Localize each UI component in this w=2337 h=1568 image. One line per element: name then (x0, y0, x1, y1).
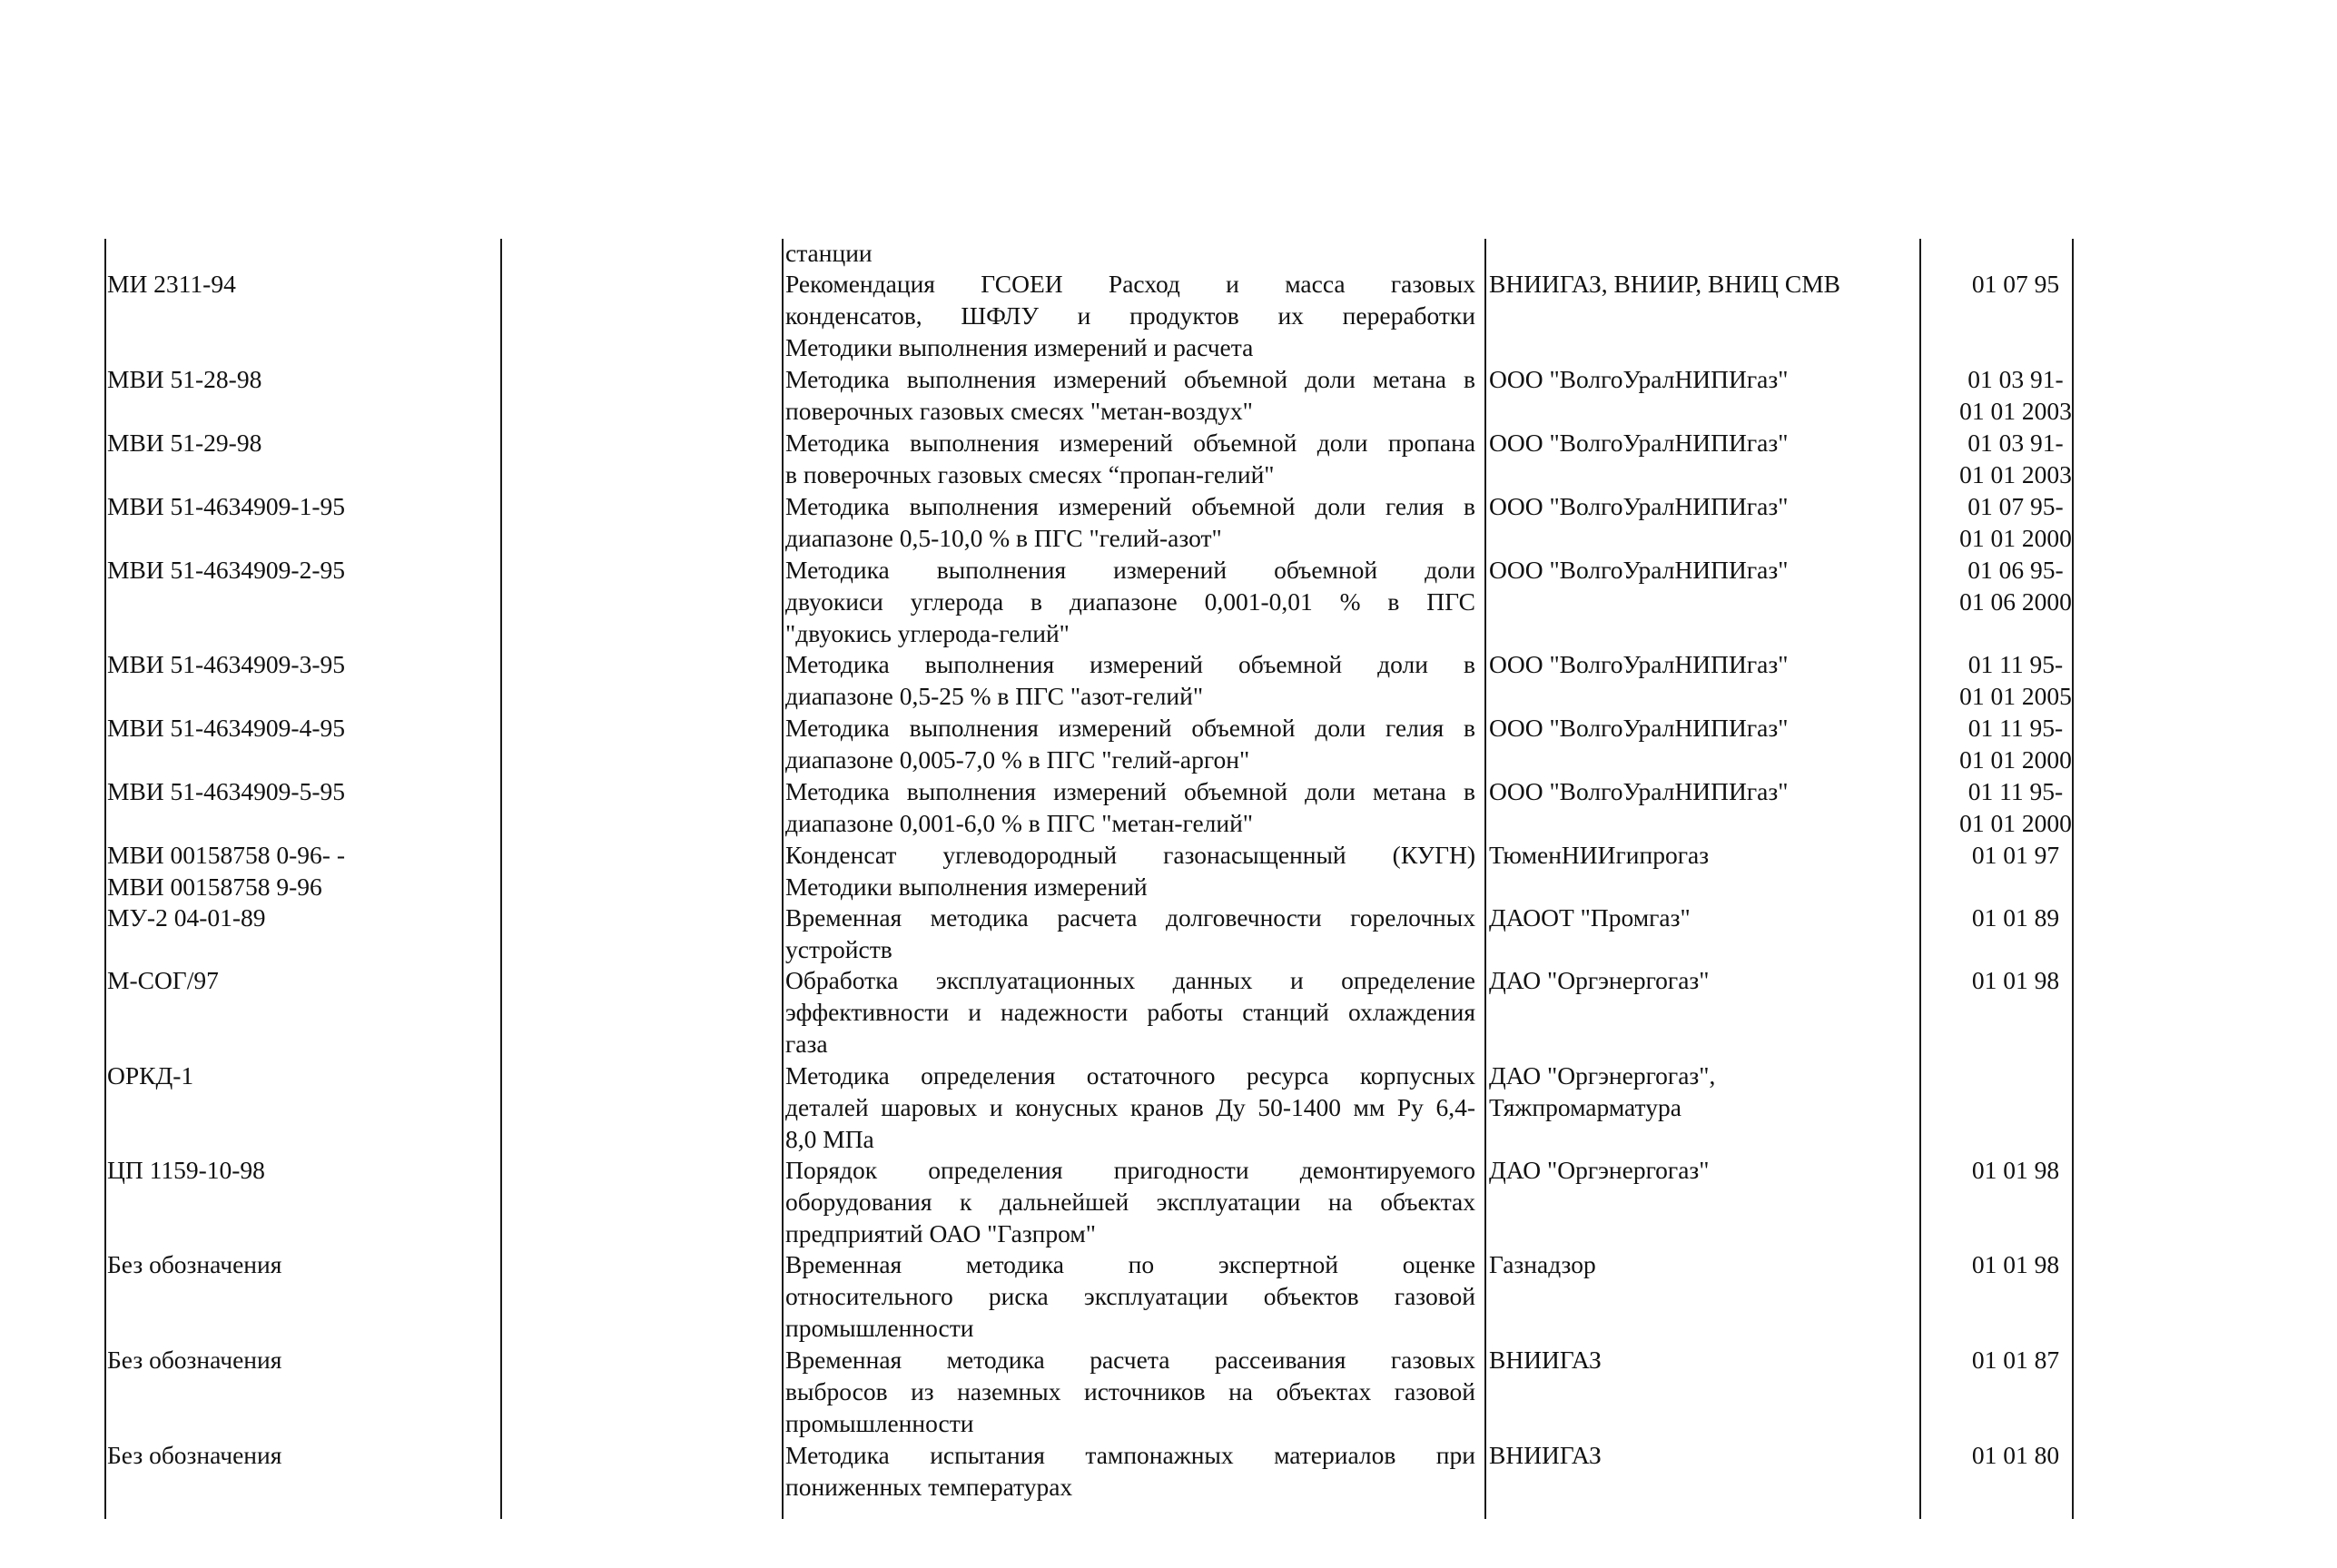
document-title-line: Методика выполнения измерений объемной доли в (785, 650, 1475, 678)
document-title-line: диапазоне 0,001-6,0 % в ПГС "метан-гелий" (785, 808, 1254, 837)
document-title-line: 8,0 МПа (785, 1124, 874, 1153)
document-title-line: Временная методика по экспертной оценке (785, 1250, 1475, 1278)
document-code-line: МИ 2311-94 (107, 270, 236, 298)
effective-date-line: 01 01 80 (1971, 1441, 2060, 1469)
document-code-line: МВИ 51-4634909-1-95 (107, 492, 346, 520)
document-code-line: МВИ 51-4634909-5-95 (107, 777, 346, 805)
document-title-line: "двуокись углерода-гелий" (785, 618, 1070, 647)
developer-organization-line: ДАО "Оргэнергогаз" (1489, 966, 1710, 994)
effective-date-line: 01 01 2003 (1959, 459, 2072, 488)
effective-date-line: 01 07 95- (1967, 492, 2064, 520)
column-divider-3 (1484, 239, 1486, 1519)
table-border-left (104, 239, 106, 1519)
document-title (785, 1249, 1475, 1344)
developer-organization-line: ТюменНИИгипрогаз (1489, 841, 1710, 869)
effective-date-line: 01 01 87 (1971, 1346, 2060, 1374)
developer-organization (1489, 1060, 1715, 1124)
document-code (107, 902, 266, 934)
document-title (785, 713, 1475, 776)
developer-organization (1489, 555, 1788, 587)
document-code-line: МВИ 00158758 0-96- - (107, 841, 346, 869)
developer-organization-line: ООО "ВолгоУралНИПИгаз" (1489, 556, 1789, 584)
document-title (785, 1155, 1475, 1249)
document-code (107, 1440, 281, 1472)
document-code (107, 713, 345, 745)
document-code-line: МВИ 51-4634909-3-95 (107, 650, 346, 678)
document-title-line: Конденсат углеводородный газонасыщенный (КУГН) (785, 841, 1475, 869)
effective-date-line: 01 01 98 (1971, 966, 2060, 994)
document-code-line: МВИ 51-4634909-2-95 (107, 556, 346, 584)
developer-organization-line: Тяжпромарматура (1489, 1092, 1681, 1121)
effective-date (1916, 840, 2115, 872)
document-code (107, 1249, 281, 1281)
document-code (107, 649, 345, 681)
document-code-line: МВИ 51-4634909-4-95 (107, 714, 346, 742)
developer-organization-line: ООО "ВолгоУралНИПИгаз" (1489, 365, 1789, 393)
document-title-line: Методики выполнения измерений и расчета (785, 332, 1254, 361)
column-divider-2 (782, 239, 784, 1519)
document-code (107, 269, 236, 301)
document-code (107, 364, 261, 396)
effective-date (1916, 776, 2115, 840)
document-title (785, 776, 1475, 840)
document-title (785, 1345, 1475, 1439)
developer-organization (1489, 649, 1788, 681)
developer-organization-line: ООО "ВолгоУралНИПИгаз" (1489, 492, 1789, 520)
document-title (785, 1440, 1475, 1504)
developer-organization (1489, 364, 1788, 396)
document-title (785, 555, 1475, 649)
document-title-line: Методика испытания тампонажных материалов при (785, 1441, 1475, 1469)
developer-organization (1489, 840, 1709, 872)
document-title-line: промышленности (785, 1313, 974, 1342)
effective-date (1916, 902, 2115, 934)
document-title-line: Методика выполнения измерений объемной доли метана в (785, 777, 1475, 805)
document-title-line: поверочных газовых смесях "метан-воздух" (785, 396, 1253, 425)
document-title-line: диапазоне 0,5-10,0 % в ПГС "гелий-азот" (785, 523, 1222, 552)
effective-date-line: 01 06 95- (1967, 556, 2064, 584)
document-title (785, 902, 1475, 966)
effective-date (1916, 1249, 2115, 1281)
document-title (785, 840, 1475, 903)
effective-date (1916, 428, 2115, 491)
document-code-line: МВИ 51-28-98 (107, 365, 262, 393)
document-code-line: Без обозначения (107, 1441, 282, 1469)
document-code-line: ЦП 1159-10-98 (107, 1156, 265, 1184)
document-title-line: Временная методика расчета рассеивания газовых (785, 1346, 1475, 1374)
document-title-line: Методика выполнения измерений объемной доли гелия в (785, 714, 1475, 742)
developer-organization (1489, 269, 1840, 301)
document-title-line: Методика выполнения измерений объемной доли пропана (785, 429, 1475, 457)
document-title-line: станции (785, 239, 873, 267)
document-title-line: Обработка эксплуатационных данных и определение (785, 966, 1475, 994)
document-title-line: Методики выполнения измерений (785, 872, 1148, 901)
developer-organization-line: ВНИИГАЗ, ВНИИР, ВНИЦ СМВ (1489, 270, 1840, 298)
developer-organization-line: ООО "ВолгоУралНИПИгаз" (1489, 650, 1789, 678)
document-title-line: предприятий ОАО "Газпром" (785, 1218, 1097, 1247)
document-code (107, 965, 219, 997)
document-title-line: деталей шаровых и конусных кранов Ду 50-1400 мм Ру 6,4- (785, 1092, 1475, 1121)
effective-date-line: 01 11 95- (1967, 650, 2064, 678)
effective-date (1916, 1345, 2115, 1376)
effective-date-line: 01 11 95- (1967, 777, 2064, 805)
effective-date (1916, 1155, 2115, 1187)
document-code (107, 776, 345, 808)
effective-date-line: 01 01 98 (1971, 1250, 2060, 1278)
developer-organization-line: ДАООТ "Промгаз" (1489, 903, 1691, 932)
document-title-line: оборудования к дальнейшей эксплуатации на объектах (785, 1187, 1475, 1216)
effective-date-line: 01 01 2003 (1959, 396, 2072, 425)
developer-organization (1489, 1345, 1602, 1376)
document-code-line: М-СОГ/97 (107, 966, 219, 994)
document-code (107, 1060, 193, 1092)
document-title-line: эффективности и надежности работы станций охлаждения (785, 997, 1475, 1026)
document-title-line: выбросов из наземных источников на объектах газовой (785, 1376, 1475, 1405)
developer-organization (1489, 491, 1788, 523)
document-code-line: МУ-2 04-01-89 (107, 903, 266, 932)
effective-date-line: 01 03 91- (1967, 429, 2064, 457)
effective-date (1916, 1440, 2115, 1472)
document-title-line: Методика выполнения измерений объемной доли метана в (785, 365, 1475, 393)
document-code (107, 555, 345, 587)
effective-date-line: 01 01 2000 (1959, 745, 2072, 774)
document-title-line: двуокиси углерода в диапазоне 0,001-0,01 % в ПГС (785, 587, 1475, 616)
developer-organization-line: ООО "ВолгоУралНИПИгаз" (1489, 429, 1789, 457)
developer-organization (1489, 1155, 1710, 1187)
effective-date-line: 01 01 97 (1971, 841, 2060, 869)
effective-date-line: 01 01 2000 (1959, 808, 2072, 837)
developer-organization-line: ВНИИГАЗ (1489, 1441, 1602, 1469)
document-code-line: Без обозначения (107, 1346, 282, 1374)
document-code-line: МВИ 00158758 9-96 (107, 872, 322, 901)
document-title-line: Рекомендация ГСОЕИ Расход и масса газовых (785, 270, 1475, 298)
document-title (785, 238, 1475, 270)
document-code (107, 1345, 281, 1376)
column-divider-1 (500, 239, 502, 1519)
developer-organization (1489, 713, 1788, 745)
effective-date-line: 01 03 91- (1967, 365, 2064, 393)
developer-organization (1489, 428, 1788, 459)
effective-date-line: 01 07 95 (1971, 270, 2060, 298)
effective-date (1916, 269, 2115, 301)
document-title-line: газа (785, 1029, 828, 1058)
document-code (107, 428, 261, 459)
developer-organization-line: ООО "ВолгоУралНИПИгаз" (1489, 777, 1789, 805)
effective-date (1916, 364, 2115, 428)
document-title-line: диапазоне 0,005-7,0 % в ПГС "гелий-аргон" (785, 745, 1250, 774)
effective-date (1916, 555, 2115, 618)
document-code (107, 1155, 265, 1187)
developer-organization (1489, 1440, 1602, 1472)
effective-date-line: 01 01 89 (1971, 903, 2060, 932)
document-code-line: ОРКД-1 (107, 1061, 194, 1090)
developer-organization-line: ДАО "Оргэнергогаз" (1489, 1156, 1710, 1184)
developer-organization (1489, 965, 1710, 997)
document-title-line: конденсатов, ШФЛУ и продуктов их переработки (785, 301, 1475, 330)
effective-date (1916, 491, 2115, 555)
effective-date (1916, 649, 2115, 713)
effective-date (1916, 965, 2115, 997)
document-title-line: Методика выполнения измерений объемной доли гелия в (785, 492, 1475, 520)
document-title-line: в поверочных газовых смесях “пропан-гелий" (785, 459, 1275, 488)
document-title (785, 1060, 1475, 1155)
document-title (785, 491, 1475, 555)
developer-organization-line: ВНИИГАЗ (1489, 1346, 1602, 1374)
effective-date-line: 01 06 2000 (1959, 587, 2072, 616)
document-title (785, 269, 1475, 363)
document-title-line: промышленности (785, 1408, 974, 1437)
document-title-line: Временная методика расчета долговечности горелочных (785, 903, 1475, 932)
document-code (107, 491, 345, 523)
document-title (785, 965, 1475, 1060)
document-code (107, 840, 345, 903)
developer-organization-line: ООО "ВолгоУралНИПИгаз" (1489, 714, 1789, 742)
developer-organization (1489, 1249, 1596, 1281)
document-title-line: устройств (785, 934, 892, 963)
document-title-line: Методика выполнения измерений объемной доли (785, 556, 1475, 584)
effective-date (1916, 713, 2115, 776)
document-title (785, 364, 1475, 428)
developer-organization-line: Газнадзор (1489, 1250, 1596, 1278)
document-title (785, 649, 1475, 713)
effective-date-line: 01 11 95- (1967, 714, 2064, 742)
document-title-line: относительного риска эксплуатации объектов газовой (785, 1281, 1475, 1310)
document-title-line: Порядок определения пригодности демонтируемого (785, 1156, 1475, 1184)
developer-organization (1489, 776, 1788, 808)
effective-date-line: 01 01 2005 (1959, 681, 2072, 710)
document-title-line: диапазоне 0,5-25 % в ПГС "азот-гелий" (785, 681, 1204, 710)
document-title (785, 428, 1475, 491)
effective-date-line: 01 01 2000 (1959, 523, 2072, 552)
document-title-line: Методика определения остаточного ресурса корпусных (785, 1061, 1475, 1090)
developer-organization-line: ДАО "Оргэнергогаз", (1489, 1061, 1716, 1090)
document-code-line: МВИ 51-29-98 (107, 429, 262, 457)
developer-organization (1489, 902, 1691, 934)
effective-date-line: 01 01 98 (1971, 1156, 2060, 1184)
document-code-line: Без обозначения (107, 1250, 282, 1278)
document-title-line: пониженных температурах (785, 1472, 1073, 1501)
